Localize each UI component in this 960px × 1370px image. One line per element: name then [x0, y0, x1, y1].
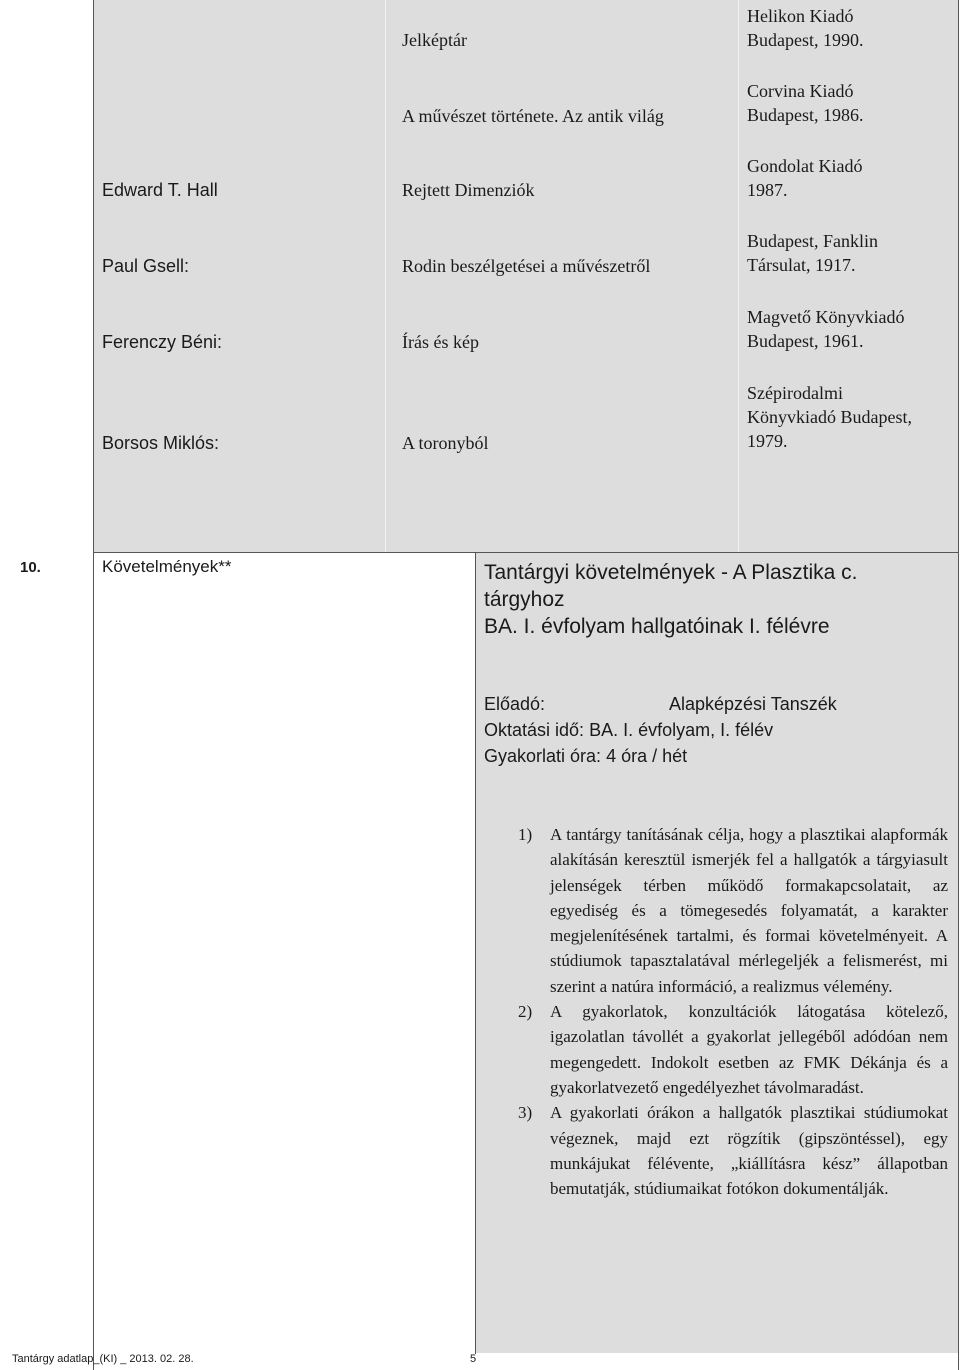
bib-author: Paul Gsell: — [102, 256, 190, 276]
bibliography-col-divider-2 — [738, 0, 739, 552]
info-lecturer — [484, 692, 837, 716]
info-value: Alapképzési Tanszék — [669, 694, 837, 714]
info-value: BA. I. évfolyam, I. félév — [589, 720, 774, 740]
section-label: Követelmények** — [102, 557, 232, 576]
list-item: 2) A gyakorlatok, konzultációk látogatása kötelező, igazolatlan távollét a gyakorlat jellegéből adódóan nem megengedett. Indokolt esetben az FMK Dékánja és a gyakorlatvezető engedélyezhet távolmaradást. — [518, 1002, 948, 1097]
section-left-border — [93, 552, 94, 1370]
bib-title: Írás és kép — [402, 332, 479, 352]
info-teaching-time — [484, 718, 773, 742]
requirements-heading: Tantárgyi követelmények - A Plasztika c. tárgyhoz BA. I. évfolyam hallgatóinak I. félévre — [484, 561, 858, 638]
bib-publisher: Budapest, Fanklin Társulat, 1917. — [747, 231, 878, 275]
bib-title: Jelképtár — [402, 30, 467, 50]
info-value: 4 óra / hét — [606, 746, 688, 766]
list-item: 3) A gyakorlati órákon a hallgatók plasztikai stúdiumokat végeznek, majd ezt rögzítik (gipszöntéssel), egy munkájukat félévente, „kiállításra kész” állapotban bemutatják, stúdiumaikat fotókon dokumentálják. — [518, 1103, 948, 1199]
footer-page-number: 5 — [470, 1353, 477, 1365]
info-label: Gyakorlati óra: — [484, 746, 602, 766]
bib-author: Edward T. Hall — [102, 180, 218, 200]
bib-author: Ferenczy Béni: — [102, 332, 223, 352]
section-number: 10. — [20, 559, 41, 576]
bib-author: Borsos Miklós: — [102, 433, 220, 453]
bib-publisher: Szépirodalmi Könyvkiadó Budapest, 1979. — [747, 383, 912, 451]
footer-document-info: Tantárgy adatlap_(KI) _ 2013. 02. 28. — [12, 1353, 194, 1365]
bib-publisher: Gondolat Kiadó 1987. — [747, 156, 863, 200]
bib-title: Rodin beszélgetései a művészetről — [402, 256, 651, 276]
section-right-border — [958, 552, 959, 1370]
bibliography-left-border — [93, 0, 94, 552]
list-item: 1) A tantárgy tanításának célja, hogy a plasztikai alapformák alakításán keresztül ismerjék fel a hallgatók a tárgyiasult jelenségek térben működő formakapcsolatait, az egyediség és a tömegesedés folyamatát, a karakter megjelenítésének tartalmi, és formai követelményeit. A stúdiumok tapasztalatával mérlegeljék a felismerést, mi szerint a natúra információ, a realizmus vélemény. — [518, 825, 948, 996]
info-label: Oktatási idő: — [484, 720, 585, 740]
info-label: Előadó: — [484, 694, 546, 714]
info-practice-hours — [484, 744, 687, 768]
bib-title: A művészet története. Az antik világ — [402, 106, 664, 126]
bibliography-col-divider-1 — [385, 0, 386, 552]
bib-title: Rejtett Dimenziók — [402, 180, 535, 200]
requirements-list — [518, 822, 948, 1201]
bib-publisher: Magvető Könyvkiadó Budapest, 1961. — [747, 307, 905, 351]
bib-title: A toronyból — [402, 433, 489, 453]
bib-publisher: Corvina Kiadó Budapest, 1986. — [747, 81, 864, 125]
bibliography-right-border — [958, 0, 959, 552]
bib-publisher: Helikon Kiadó Budapest, 1990. — [747, 6, 864, 50]
